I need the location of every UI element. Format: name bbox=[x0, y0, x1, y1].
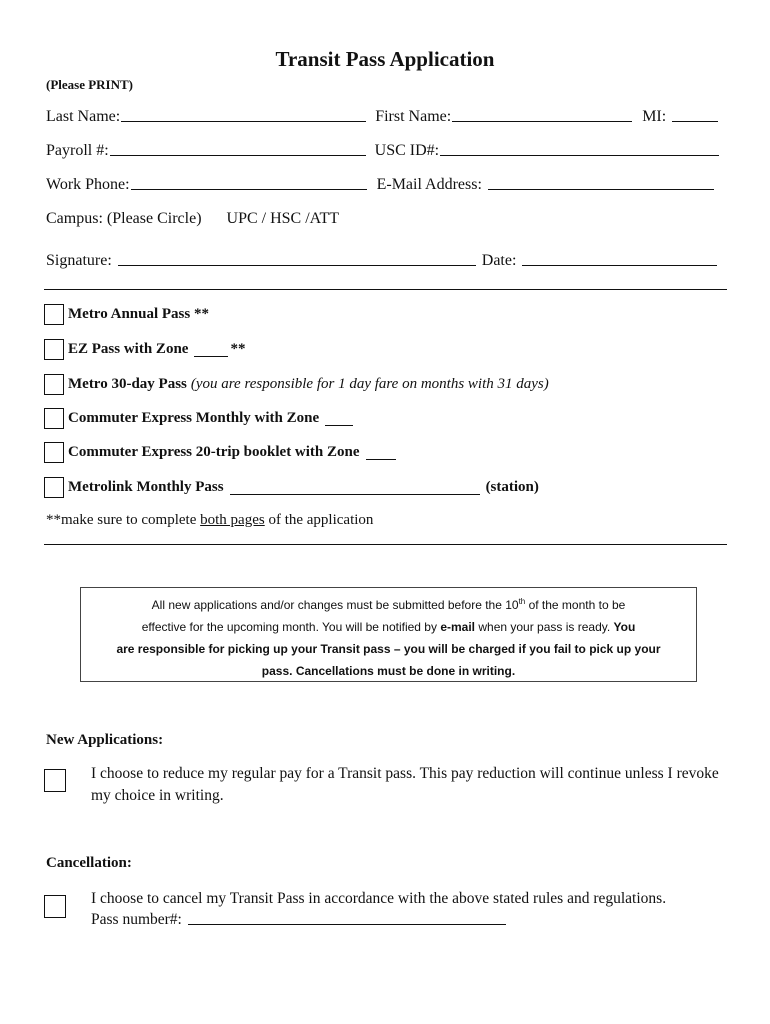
zone-field[interactable] bbox=[194, 343, 228, 357]
mi-label: MI: bbox=[642, 108, 667, 125]
signature-row bbox=[46, 251, 720, 270]
divider-bottom bbox=[44, 544, 727, 545]
last-name-field[interactable] bbox=[121, 107, 366, 122]
contact-row bbox=[46, 175, 720, 194]
option-suffix: (station) bbox=[485, 479, 539, 495]
first-name-label: First Name: bbox=[375, 108, 452, 125]
campus-label: Campus: (Please Circle) bbox=[46, 210, 202, 227]
usc-id-field[interactable] bbox=[440, 141, 719, 156]
notice-box bbox=[80, 587, 697, 682]
zone-field[interactable] bbox=[325, 412, 353, 426]
cancellation-heading: Cancellation: bbox=[46, 855, 132, 871]
pass-number-field[interactable] bbox=[188, 910, 506, 925]
cancellation-text: I choose to cancel my Transit Pass in accordance with the above stated rules and regulations. bbox=[91, 890, 667, 907]
pass-number-label: Pass number#: bbox=[91, 911, 182, 928]
option-commuter-monthly[interactable] bbox=[44, 408, 353, 429]
notice-line-3: are responsible for picking up your Transit pass – you will be charged if you fail to pick up your bbox=[116, 642, 661, 656]
divider-top bbox=[44, 289, 727, 290]
footnote-text: **make sure to complete bbox=[46, 512, 201, 528]
notice-line-2: effective for the upcoming month. You will be notified by e-mail when your pass is ready. You bbox=[141, 620, 636, 634]
checkbox[interactable] bbox=[44, 304, 64, 325]
option-metrolink[interactable] bbox=[44, 477, 539, 498]
new-application-text: I choose to reduce my regular pay for a Transit pass. This pay reduction will continue unless I revoke my choice in writing. bbox=[91, 765, 719, 804]
new-applications-heading: New Applications: bbox=[46, 732, 164, 748]
signature-field[interactable] bbox=[118, 251, 476, 266]
payroll-field[interactable] bbox=[110, 141, 366, 156]
checkbox[interactable] bbox=[44, 374, 64, 395]
work-phone-field[interactable] bbox=[131, 175, 367, 190]
option-metro-30[interactable] bbox=[44, 374, 549, 395]
option-label: Metrolink Monthly Pass bbox=[68, 479, 224, 495]
notice-line-1: All new applications and/or changes must be submitted before the 10th of the month to be bbox=[151, 597, 626, 612]
option-label: EZ Pass with Zone bbox=[68, 341, 189, 357]
option-label: Commuter Express Monthly with Zone bbox=[68, 410, 320, 426]
page-title: Transit Pass Application bbox=[275, 47, 495, 71]
station-field[interactable] bbox=[230, 481, 480, 495]
zone-field[interactable] bbox=[366, 446, 396, 460]
name-row bbox=[46, 107, 720, 126]
last-name-label: Last Name: bbox=[46, 108, 121, 125]
mi-field[interactable] bbox=[672, 107, 718, 122]
footnote bbox=[46, 512, 373, 529]
checkbox[interactable] bbox=[44, 408, 64, 429]
campus-options[interactable]: UPC / HSC /ATT bbox=[226, 210, 339, 227]
option-note: (you are responsible for 1 day fare on months with 31 days) bbox=[190, 376, 549, 392]
option-label: Commuter Express 20-trip booklet with Zone bbox=[68, 444, 360, 460]
checkbox[interactable] bbox=[44, 339, 64, 360]
checkbox[interactable] bbox=[44, 477, 64, 498]
option-suffix: ** bbox=[230, 341, 246, 357]
date-label: Date: bbox=[481, 252, 517, 269]
option-label: Metro 30-day Pass bbox=[68, 376, 187, 392]
checkbox[interactable] bbox=[44, 442, 64, 463]
usc-id-label: USC ID#: bbox=[374, 142, 440, 159]
campus-row bbox=[46, 210, 720, 228]
option-label: Metro Annual Pass ** bbox=[68, 306, 209, 322]
date-field[interactable] bbox=[522, 251, 717, 266]
payroll-label: Payroll #: bbox=[46, 142, 109, 159]
signature-label: Signature: bbox=[46, 252, 112, 269]
option-commuter-20[interactable] bbox=[44, 442, 396, 463]
new-application-checkbox[interactable] bbox=[44, 769, 66, 792]
email-label: E-Mail Address: bbox=[376, 176, 482, 193]
email-field[interactable] bbox=[488, 175, 714, 190]
work-phone-label: Work Phone: bbox=[46, 176, 130, 193]
print-note: (Please PRINT) bbox=[46, 77, 134, 92]
footnote-underlined: both pages bbox=[200, 512, 265, 528]
footnote-text-end: of the application bbox=[264, 512, 374, 528]
option-metro-annual[interactable] bbox=[44, 304, 209, 325]
notice-line-4: pass. Cancellations must be done in writing. bbox=[261, 664, 516, 678]
cancellation-checkbox[interactable] bbox=[44, 895, 66, 918]
first-name-field[interactable] bbox=[452, 107, 632, 122]
option-ez-pass[interactable] bbox=[44, 339, 245, 360]
id-row bbox=[46, 141, 720, 160]
pass-number-row bbox=[91, 910, 506, 929]
